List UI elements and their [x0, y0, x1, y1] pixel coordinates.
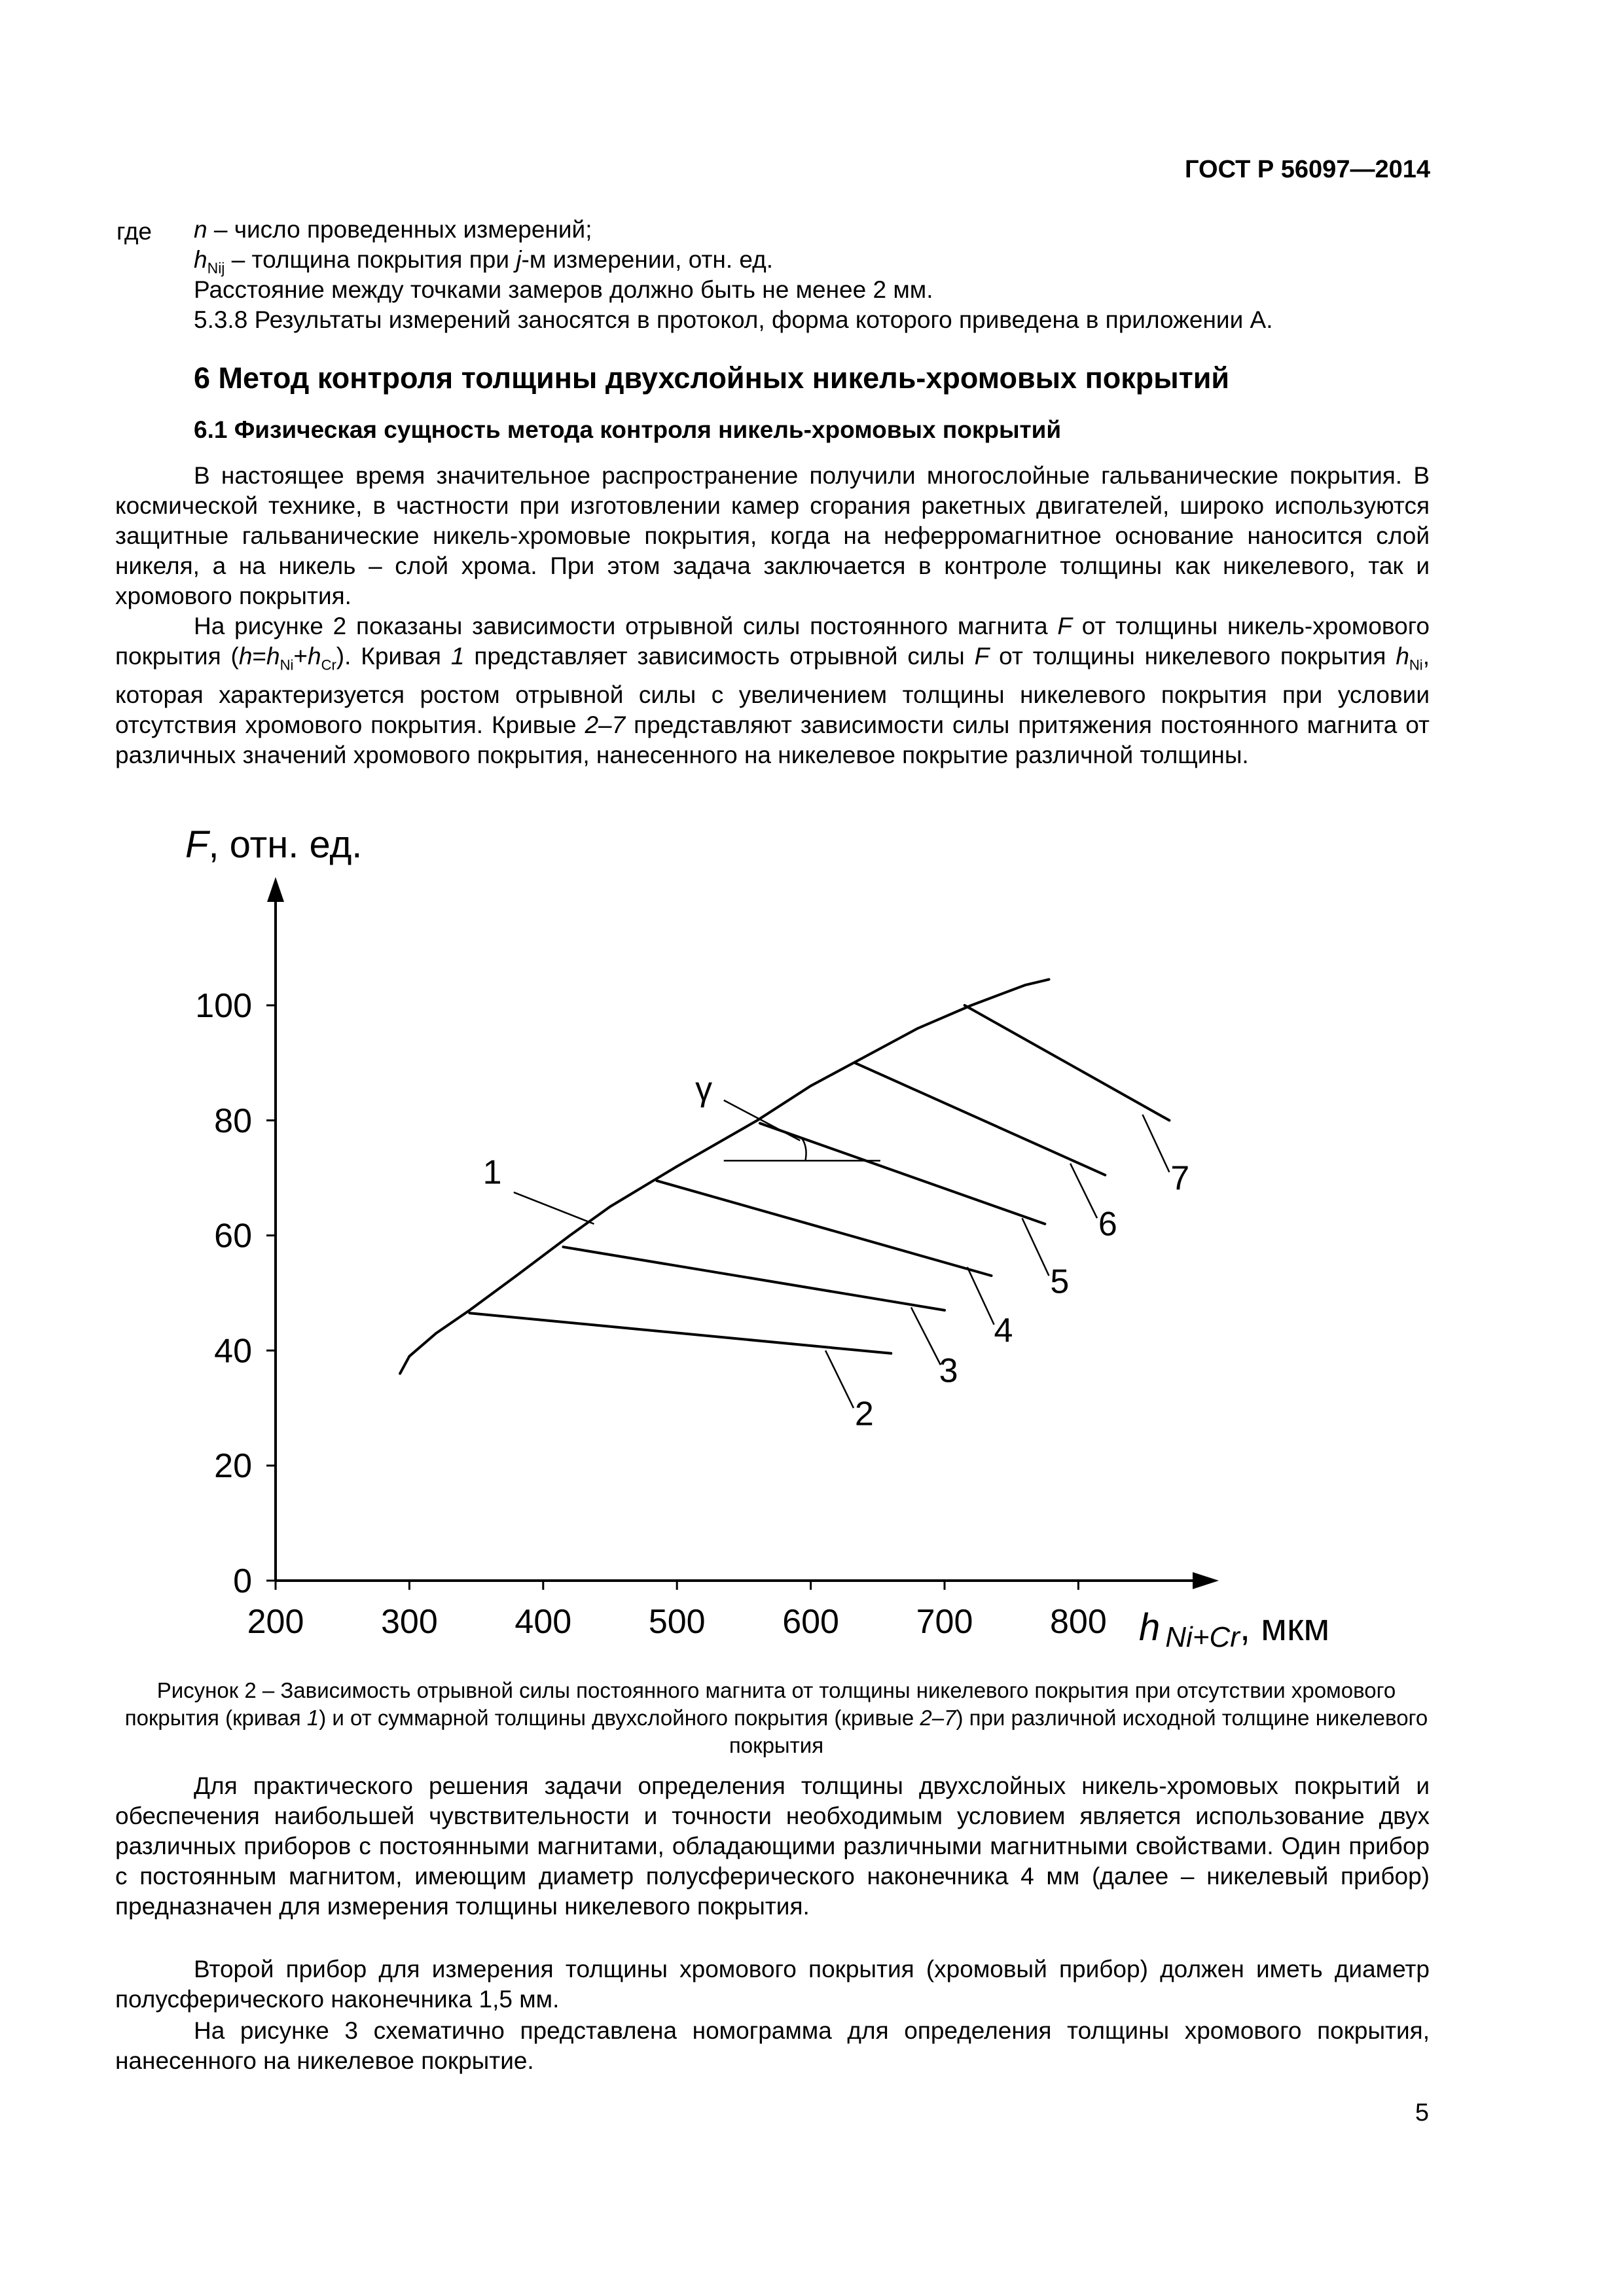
fd-plus: + — [293, 643, 308, 670]
page-number: 5 — [1415, 2099, 1429, 2126]
y-axis-title: F, отн. ед. — [185, 823, 363, 866]
h-symbol: h — [194, 246, 208, 273]
intro-paragraph: В настоящее время значительное распространение получили многослойные гальванические покрытия. В космической технике, в частности при изготовлении камер сгорания ракетных двигателей, широко используются защитные гальванические никель-хромовые покрытия, когда на неферромагнитное основание наносится слой никеля, а на никель – слой хрома. При этом задача заключается в контроле толщины как никелевого, так и хромового покрытия. — [115, 462, 1430, 609]
fd-F2: F — [974, 643, 990, 670]
leader-line — [825, 1350, 854, 1408]
leader-line — [1022, 1218, 1049, 1276]
curve-label-5: 5 — [1050, 1263, 1070, 1301]
fd-range: 2–7 — [585, 711, 626, 739]
curve-label-1: 1 — [482, 1153, 502, 1192]
fd-F1: F — [1057, 613, 1072, 639]
y-tick-label: 40 — [214, 1332, 252, 1371]
x-tick-label: 800 — [1050, 1603, 1107, 1641]
caption-range: 2–7 — [920, 1706, 956, 1730]
second-device-paragraph: Второй прибор для измерения толщины хромового покрытия (хромовый прибор) должен иметь диаметр полусферического наконечника 1,5 мм. — [115, 1956, 1430, 2013]
x-tick-label: 700 — [916, 1603, 973, 1641]
fd-one: 1 — [450, 643, 465, 670]
fd-p7: представляют зависимости силы притяжения постоянного магнита от различных значений хромового покрытия, нанесенного на никелевое покрытие различной толщины. — [115, 711, 1430, 769]
gamma-label: γ — [695, 1070, 713, 1109]
leader-line — [1070, 1164, 1097, 1219]
fd-sub-cr: Cr — [321, 656, 336, 673]
practical-paragraph: Для практического решения задачи определения толщины двухслойных никель-хромовых покрытий и обеспечения наибольшей чувствительности и точности необходимым условием является использование двух различных приборов с постоянными магнитами, обладающими различными магнитными свойствами. Один прибор с постоянным магнитом, имеющим диаметр полусферического наконечника 4 мм (далее – никелевый прибор) предназначен для измерения толщины никелевого покрытия. — [115, 1772, 1430, 1920]
results-text: 5.3.8 Результаты измерений заносятся в протокол, форма которого приведена в приложении А. — [194, 306, 1273, 333]
section-6-1-heading: 6.1 Физическая сущность метода контроля никель-хромовых покрытий — [194, 416, 1062, 443]
curve-label-3: 3 — [939, 1352, 958, 1390]
y-axis-arrow — [267, 877, 284, 902]
curve-6 — [855, 1063, 1105, 1175]
fd-hNi2: h — [1396, 643, 1409, 670]
fd-p3: ). Кривая — [336, 643, 451, 670]
h-text-b: -м измерении, отн. ед. — [521, 246, 774, 273]
curve-7 — [965, 1005, 1170, 1121]
x-tick-label: 400 — [514, 1603, 572, 1641]
fd-sub-ni2: Ni — [1409, 656, 1423, 673]
y-tick-label: 0 — [233, 1562, 252, 1600]
section-6-heading: 6 Метод контроля толщины двухслойных никель-хромовых покрытий — [194, 361, 1230, 395]
caption-part-c: ) при различной исходной толщине никелевого покрытия — [729, 1706, 1428, 1757]
x-tick-label: 200 — [247, 1603, 304, 1641]
curve-4 — [657, 1181, 992, 1276]
fd-sub-ni: Ni — [280, 656, 294, 673]
h-subscript: Nij — [207, 259, 225, 277]
gamma-angle-arc — [801, 1138, 806, 1160]
x-tick-label: 500 — [648, 1603, 706, 1641]
curve-label-7: 7 — [1170, 1159, 1190, 1198]
fd-p5: от толщины никелевого покрытия — [989, 643, 1396, 670]
curve-label-4: 4 — [994, 1312, 1013, 1350]
y-tick-label: 60 — [214, 1217, 252, 1255]
distance-text: Расстояние между точками замеров должно быть не менее 2 мм. — [194, 276, 933, 303]
figure-caption — [122, 1677, 1431, 1759]
h-text-a: – толщина покрытия при — [225, 246, 516, 273]
standard-id: ГОСТ Р 56097—2014 — [1185, 156, 1430, 183]
fd-p1: На рисунке 2 показаны зависимости отрывной силы постоянного магнита — [194, 613, 1058, 639]
leader-line — [514, 1193, 594, 1224]
leader-line — [1143, 1115, 1170, 1172]
y-tick-label: 80 — [214, 1102, 252, 1140]
x-axis-arrow — [1193, 1572, 1219, 1589]
caption-part-a: Рисунок 2 – Зависимость отрывной силы постоянного магнита от толщины никелевого покрытия при отсутствии хромового покрытия (кривая — [124, 1678, 1396, 1730]
x-tick-label: 300 — [381, 1603, 438, 1641]
fd-h: h — [238, 643, 253, 670]
curve-3 — [563, 1247, 945, 1310]
where-word: где — [117, 218, 153, 245]
caption-one: 1 — [306, 1706, 319, 1730]
n-symbol: n — [194, 216, 208, 243]
x-axis-title: h Ni+Cr, мкм — [1139, 1606, 1330, 1653]
x-tick-label: 600 — [782, 1603, 839, 1641]
fd-p4: представляет зависимость отрывной силы — [464, 643, 975, 670]
leader-line — [911, 1307, 941, 1365]
fd-hCr: h — [308, 643, 321, 670]
curve-2 — [469, 1313, 891, 1354]
nomogram-paragraph: На рисунке 3 схематично представлена номограмма для определения толщины хромового покрытия, нанесенного на никелевое покрытие. — [115, 2017, 1430, 2074]
y-tick-label: 20 — [214, 1447, 252, 1486]
fd-p2: от толщины никель-хромового покрытия ( — [115, 613, 1430, 670]
curve-label-2: 2 — [854, 1395, 874, 1433]
n-text: – число проведенных измерений; — [207, 216, 592, 243]
fd-eq: = — [252, 643, 267, 670]
curve-label-6: 6 — [1098, 1205, 1117, 1244]
j-symbol: j — [516, 246, 522, 273]
fd-hNi: h — [266, 643, 280, 670]
fd-p6: , которая характеризуется ростом отрывной силы с увеличением толщины никелевого покрытия при условии отсутствия хромового покрытия. Кривые — [115, 643, 1430, 739]
y-tick-label: 100 — [195, 987, 252, 1025]
caption-part-b: ) и от суммарной толщины двухслойного покрытия (кривые — [319, 1706, 920, 1730]
